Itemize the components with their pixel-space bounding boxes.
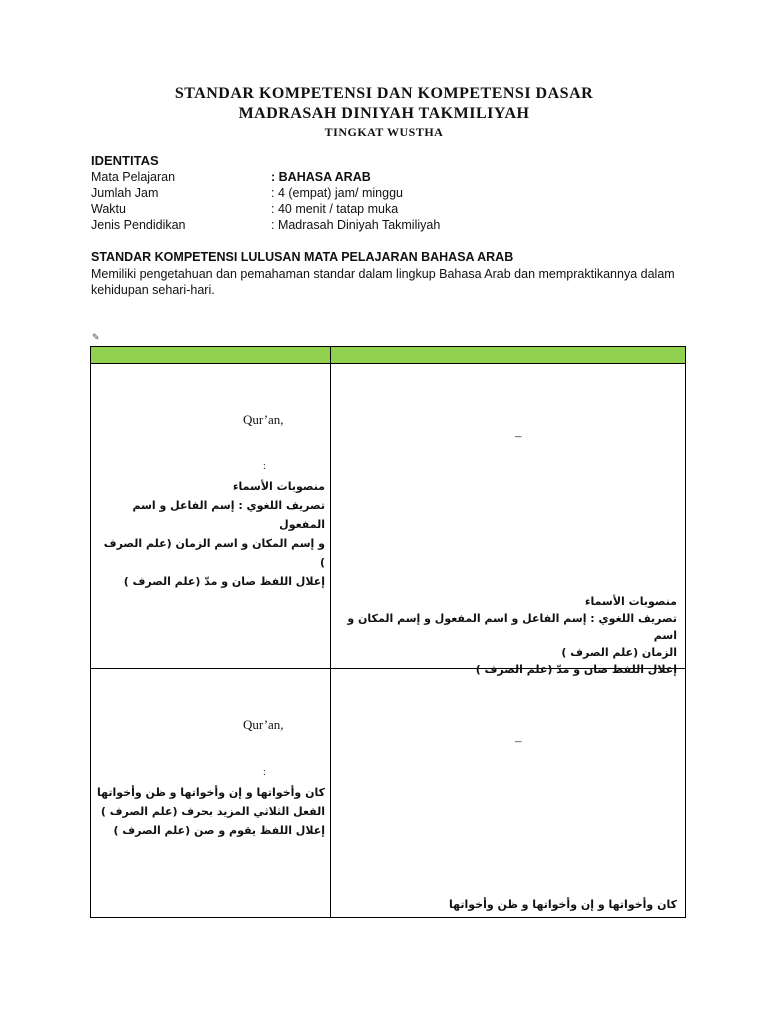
table-header-row	[91, 347, 686, 364]
title-line-2: MADRASAH DINIYAH TAKMILIYAH	[238, 105, 530, 122]
identitas-label: Waktu	[91, 202, 126, 216]
identitas-value: : 40 menit / tatap muka	[271, 202, 399, 216]
identitas-section	[91, 153, 440, 233]
table-row	[91, 669, 686, 918]
skl-text: Memiliki pengetahuan dan pemahaman standar dalam lingkup Bahasa Arab dan mempraktikannya dalam kehidupan sehari-hari.	[91, 267, 675, 297]
arabic-text-block: منصوبات الأسماء تصريف اللغوي : إسم الفاعل و اسم المفعول و إسم المكان و اسم الزمان (علم الصرف ) إعلال اللفظ صان و مدّ (علم الصرف )	[347, 595, 677, 676]
title-line-3: TINGKAT WUSTHA	[324, 125, 444, 139]
dash-text: –	[515, 428, 522, 443]
table-cell-right	[331, 364, 686, 676]
identitas-value: : 4 (empat) jam/ minggu	[271, 186, 403, 200]
table-header-cell	[91, 347, 331, 364]
arabic-text-block: كان وأخواتها و إن وأخواتها و ظن وأخواتها	[449, 898, 677, 911]
identitas-row	[91, 185, 440, 201]
quran-text: Qur’an,	[243, 412, 284, 427]
arabic-text-block: كان وأخواتها و إن وأخواتها و ظن وأخواتها الفعل الثلاثي المزيد بحرف (علم الصرف ) إعلال اللفظ يقوم و صن (علم الصرف )	[97, 786, 325, 837]
quran-text: Qur’an,	[243, 717, 284, 732]
identitas-row	[91, 217, 440, 233]
skl-heading: STANDAR KOMPETENSI LULUSAN MATA PELAJARAN BAHASA ARAB	[91, 250, 514, 264]
document-title	[0, 84, 768, 140]
table-cell-left	[91, 669, 331, 918]
identitas-label: Jumlah Jam	[91, 186, 159, 200]
table-row	[91, 364, 686, 669]
colon-text: :	[263, 461, 266, 472]
table-header-cell	[331, 347, 686, 364]
identitas-value: : Madrasah Diniyah Takmiliyah	[271, 218, 441, 232]
identitas-label: Mata Pelajaran	[91, 170, 176, 184]
title-line-1: STANDAR KOMPETENSI DAN KOMPETENSI DASAR	[174, 85, 594, 102]
kompetensi-table	[90, 346, 686, 918]
identitas-label: Jenis Pendidikan	[91, 218, 186, 232]
table-cell-left	[91, 364, 331, 669]
identitas-value: : BAHASA ARAB	[271, 170, 371, 184]
arabic-text-block: منصوبات الأسماء تصريف اللغوي : إسم الفاعل و اسم المفعول و إسم المكان و اسم الزمان (علم الصرف ) إعلال اللفظ صان و مدّ (علم الصرف )	[103, 480, 325, 588]
identitas-row	[91, 169, 440, 185]
dash-text: –	[515, 733, 522, 748]
identitas-row	[91, 201, 440, 217]
skl-section	[91, 250, 691, 298]
identitas-heading: IDENTITAS	[91, 153, 159, 168]
colon-text: :	[263, 767, 266, 778]
table-cell-right	[331, 669, 686, 918]
pencil-icon: ✎	[92, 332, 100, 342]
